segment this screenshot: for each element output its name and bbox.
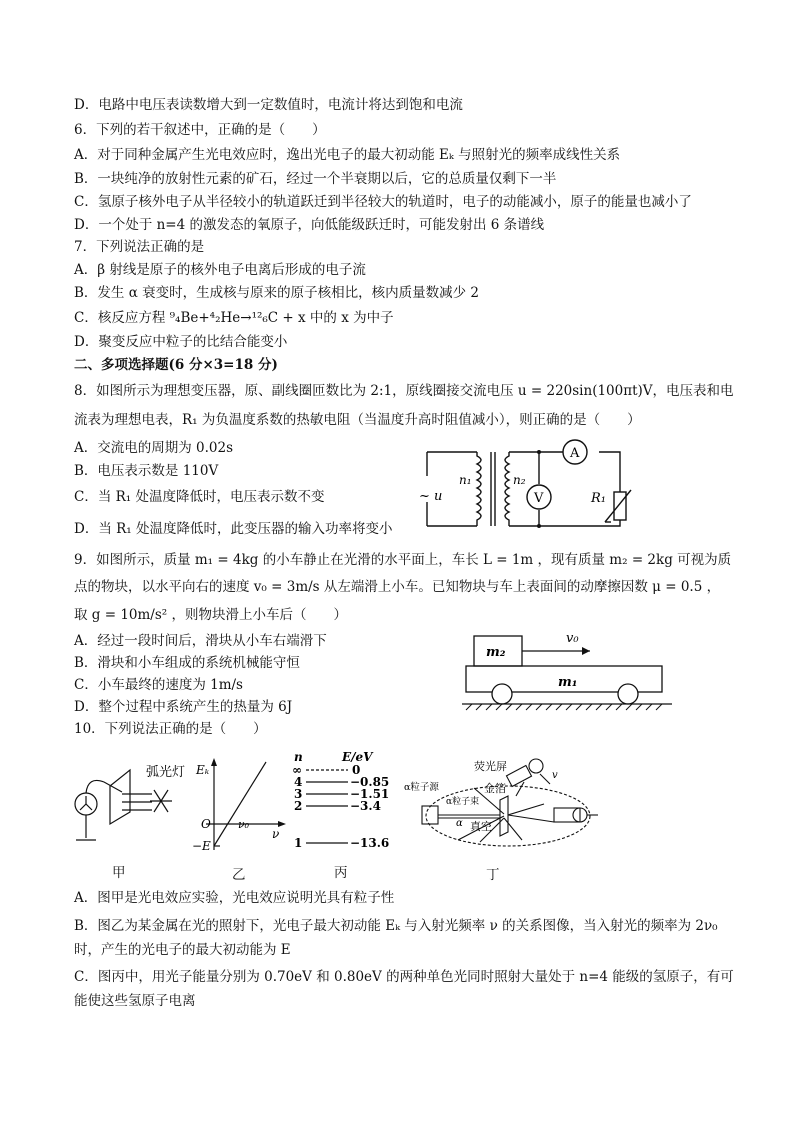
q7-option-a: A．β 射线是原子的核外电子电离后形成的电子流 bbox=[74, 262, 366, 278]
q9-stem-1: 9．如图所示，质量 m₁ = 4kg 的小车静止在光滑的水平面上，车长 L = 1m ，现有质量 m₂ = 2kg 可视为质 bbox=[74, 552, 732, 568]
level-3-e: −1.51 bbox=[350, 787, 390, 801]
q6-option-d: D．一个处于 n=4 的激发态的氧原子，向低能级跃迁时，可能发射出 6 条谱线 bbox=[74, 217, 545, 233]
beam-label: α粒子束 bbox=[446, 797, 480, 807]
alpha-label: α bbox=[456, 818, 463, 829]
q7-option-d: D．聚变反应中粒子的比结合能变小 bbox=[74, 334, 288, 350]
nu0-label: ν₀ bbox=[238, 818, 250, 831]
cart-m1-label: m₁ bbox=[558, 675, 578, 690]
q7-option-b: B．发生 α 衰变时，生成核与原来的原子核相比，核内质量数减少 2 bbox=[74, 285, 479, 301]
ek-axis-label: Eₖ bbox=[196, 763, 210, 777]
cart-block-figure bbox=[462, 624, 672, 716]
vacuum-label: 真空 bbox=[470, 820, 492, 833]
q8-option-c: C．当 R₁ 处温度降低时，电压表示数不变 bbox=[74, 489, 325, 505]
q9-stem-3: 取 g = 10m/s² ，则物块滑上小车后（ ） bbox=[74, 607, 347, 623]
screen-label: 荧光屏 bbox=[474, 760, 507, 773]
level-2-n: 2 bbox=[294, 799, 303, 813]
q8-option-b: B．电压表示数是 110V bbox=[74, 463, 219, 479]
figure-yi-ek-graph bbox=[192, 754, 292, 856]
q6-option-a: A．对于同种金属产生光电效应时，逸出光电子的最大初动能 Eₖ 与照射光的频率成线性关系 bbox=[74, 147, 621, 163]
level-inf-e: 0 bbox=[352, 763, 361, 777]
q9-option-d: D．整个过程中系统产生的热量为 6J bbox=[74, 699, 293, 715]
ac-source-label: ~ u bbox=[419, 489, 443, 504]
level-3-n: 3 bbox=[294, 787, 303, 801]
v-label: v bbox=[552, 770, 558, 781]
figure-ding-alpha-scattering bbox=[404, 752, 600, 858]
figure-ding-caption: 丁 bbox=[486, 867, 500, 883]
q9-option-c: C．小车最终的速度为 1m/s bbox=[74, 677, 243, 693]
voltmeter-label: V bbox=[534, 491, 544, 506]
q6-option-c: C．氢原子核外电子从半径较小的轨道跃迁到半径较大的轨道时，电子的动能减小，原子的能量也减小了 bbox=[74, 194, 692, 210]
q10-option-b-1: B．图乙为某金属在光的照射下，光电子最大初动能 Eₖ 与入射光频率 ν 的关系图像，当入射光的频率为 2ν₀ bbox=[74, 918, 718, 934]
q9-option-b: B．滑块和小车组成的系统机械能守恒 bbox=[74, 655, 300, 671]
level-inf-n: ∞ bbox=[292, 763, 302, 777]
block-m2-label: m₂ bbox=[486, 645, 506, 660]
q9-stem-2: 点的物块，以水平向右的速度 v₀ = 3m/s 从左端滑上小车。已知物块与车上表面间的动摩擦因数 μ = 0.5 ， bbox=[74, 579, 721, 595]
ev-header: E/eV bbox=[342, 750, 373, 764]
level-1-e: −13.6 bbox=[350, 836, 390, 850]
figure-bing-energy-levels bbox=[290, 750, 400, 850]
figure-jia-photoelectric bbox=[70, 756, 190, 851]
neg-e-label: −E bbox=[192, 839, 211, 853]
arc-lamp-label: 弧光灯 bbox=[146, 765, 186, 780]
q7-stem: 7．下列说法正确的是 bbox=[74, 239, 205, 255]
q10-stem: 10．下列说法正确的是（ ） bbox=[74, 721, 267, 737]
n2-label: n₂ bbox=[513, 473, 526, 487]
q6-stem: 6．下列的若干叙述中，正确的是（ ） bbox=[74, 122, 326, 138]
nu-axis-label: ν bbox=[272, 827, 280, 841]
q10-option-c-2: 能使这些氢原子电离 bbox=[74, 993, 196, 1009]
q8-option-a: A．交流电的周期为 0.02s bbox=[74, 440, 234, 456]
level-4-e: −0.85 bbox=[350, 775, 390, 789]
source-label: α粒子源 bbox=[404, 782, 439, 793]
velocity-v0-label: v₀ bbox=[566, 631, 579, 646]
q10-option-c-1: C．图丙中，用光子能量分别为 0.70eV 和 0.80eV 的两种单色光同时照射大量处于 n=4 能级的氢原子，有可 bbox=[74, 969, 734, 985]
ammeter-label: A bbox=[570, 446, 580, 461]
level-1-n: 1 bbox=[294, 836, 303, 850]
level-2-e: −3.4 bbox=[350, 799, 381, 813]
n-header: n bbox=[294, 750, 303, 764]
transformer-circuit-figure bbox=[415, 434, 635, 544]
figure-bing-caption: 丙 bbox=[334, 865, 348, 881]
q8-stem-1: 8．如图所示为理想变压器，原、副线圈匝数比为 2:1，原线圈接交流电压 u = 220sin(100πt)V，电压表和电 bbox=[74, 383, 734, 399]
origin-label: O bbox=[201, 817, 211, 831]
thermistor-label: R₁ bbox=[591, 491, 606, 506]
q10-option-a: A．图甲是光电效应实验，光电效应说明光具有粒子性 bbox=[74, 890, 395, 906]
q9-option-a: A．经过一段时间后，滑块从小车右端滑下 bbox=[74, 633, 327, 649]
level-4-n: 4 bbox=[294, 775, 303, 789]
n1-label: n₁ bbox=[459, 473, 472, 487]
q6-option-b: B．一块纯净的放射性元素的矿石，经过一个半衰期以后，它的总质量仅剩下一半 bbox=[74, 171, 557, 187]
q7-option-c: C．核反应方程 ⁹₄Be+⁴₂He→¹²₆C + x 中的 x 为中子 bbox=[74, 310, 394, 326]
section-title: 二、多项选择题(6 分×3=18 分) bbox=[74, 357, 278, 373]
q8-stem-2: 流表为理想电表，R₁ 为负温度系数的热敏电阻（当温度升高时阻值减小），则正确的是（ ） bbox=[74, 412, 641, 428]
q8-option-d: D．当 R₁ 处温度降低时，此变压器的输入功率将变小 bbox=[74, 521, 393, 537]
figure-jia-caption: 甲 bbox=[112, 865, 126, 881]
figure-yi-caption: 乙 bbox=[232, 867, 246, 883]
q5-option-d: D．电路中电压表读数增大到一定数值时，电流计将达到饱和电流 bbox=[74, 97, 463, 113]
foil-label: 金箔 bbox=[484, 782, 506, 795]
q10-option-b-2: 时，产生的光电子的最大初动能为 E bbox=[74, 942, 291, 958]
